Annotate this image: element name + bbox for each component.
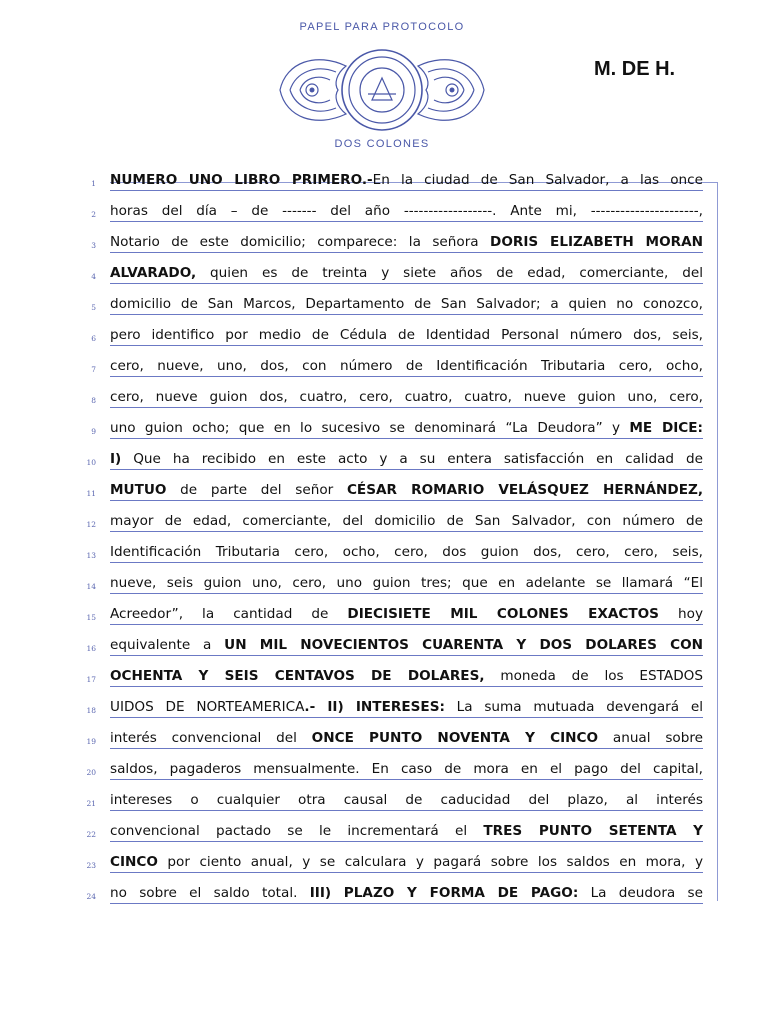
text-segment: La suma mutuada devengará el <box>444 699 703 715</box>
protocol-line <box>84 538 724 569</box>
line-number: 15 <box>86 613 96 622</box>
line-number: 12 <box>86 520 96 529</box>
line-number: 22 <box>86 830 96 839</box>
protocol-line <box>84 166 724 197</box>
text-segment: hoy <box>658 606 703 622</box>
protocol-line <box>84 414 724 445</box>
bold-text-segment: OCHENTA Y SEIS CENTAVOS DE DOLARES, <box>110 668 485 684</box>
text-segment: pero identifico por medio de Cédula de Identidad Personal número dos, seis, <box>110 327 703 343</box>
line-text <box>110 202 703 222</box>
line-number: 4 <box>91 272 96 281</box>
text-segment: Acreedor”, la cantidad de <box>110 606 348 622</box>
line-number: 24 <box>86 892 96 901</box>
line-number: 16 <box>86 644 96 653</box>
bold-text-segment: TRES PUNTO SETENTA Y <box>483 823 703 839</box>
text-segment: por ciento anual, y se calculara y pagará sobre los saldos en mora, y <box>157 854 703 870</box>
line-text <box>110 822 703 842</box>
line-number: 5 <box>91 303 96 312</box>
line-text <box>110 729 703 749</box>
text-segment: nueve, seis guion uno, cero, uno guion tres; que en adelante se llamará “El <box>110 575 703 591</box>
ministry-mark: M. DE H. <box>594 58 676 80</box>
text-segment: uno guion ocho; que en lo sucesivo se denominará “La Deudora” y <box>110 420 630 436</box>
line-text <box>110 605 703 625</box>
line-number: 3 <box>91 241 96 250</box>
bold-text-segment: ONCE PUNTO NOVENTA Y CINCO <box>311 730 599 746</box>
text-segment: horas del día – de ------- del año ------------------. Ante mi, ----------------------, <box>110 203 703 219</box>
bold-text-segment: CÉSAR ROMARIO VELÁSQUEZ HERNÁNDEZ, <box>346 482 703 498</box>
bold-text-segment: MUTUO <box>110 482 167 498</box>
line-number: 2 <box>91 210 96 219</box>
line-number: 20 <box>86 768 96 777</box>
text-segment: intereses o cualquier otra causal de caducidad del plazo, al interés <box>110 792 703 808</box>
protocol-line <box>84 445 724 476</box>
line-number: 7 <box>91 365 96 374</box>
text-segment: Que ha recibido en este acto y a su entera satisfacción en calidad de <box>121 451 703 467</box>
line-text <box>110 543 703 563</box>
line-number: 21 <box>86 799 96 808</box>
coat-of-arms-seal-icon <box>276 44 488 136</box>
protocol-line <box>84 569 724 600</box>
text-segment: saldos, pagaderos mensualmente. En caso de mora en el pago del capital, <box>110 761 703 777</box>
protocol-line <box>84 817 724 848</box>
bold-text-segment: ALVARADO, <box>110 265 197 281</box>
line-text <box>110 388 703 408</box>
protocol-line <box>84 879 724 910</box>
bold-text-segment: III) PLAZO Y FORMA DE PAGO: <box>309 885 579 901</box>
line-number: 19 <box>86 737 96 746</box>
line-text <box>110 357 703 377</box>
line-text <box>110 233 703 253</box>
text-segment: moneda de los ESTADOS <box>484 668 703 684</box>
line-number: 18 <box>86 706 96 715</box>
bold-text-segment: ME DICE: <box>629 420 703 436</box>
text-segment: Identificación Tributaria cero, ocho, cero, dos guion dos, cero, cero, seis, <box>110 544 703 560</box>
text-segment: equivalente a <box>110 637 225 653</box>
line-text <box>110 264 703 284</box>
protocol-line <box>84 786 724 817</box>
line-text <box>110 481 703 501</box>
protocol-text-body <box>84 166 724 910</box>
line-number: 13 <box>86 551 96 560</box>
protocol-line <box>84 848 724 879</box>
bold-text-segment: I) <box>110 451 122 467</box>
line-text <box>110 791 703 811</box>
line-text <box>110 450 703 470</box>
text-segment: cero, nueve, uno, dos, con número de Identificación Tributaria cero, ocho, <box>110 358 703 374</box>
line-text <box>110 419 703 439</box>
line-number: 23 <box>86 861 96 870</box>
text-segment: cero, nueve guion dos, cuatro, cero, cuatro, cuatro, nueve guion uno, cero, <box>110 389 703 405</box>
line-text <box>110 884 703 904</box>
text-segment: quien es de treinta y siete años de edad, comerciante, del <box>196 265 703 281</box>
line-number: 9 <box>91 427 96 436</box>
bold-text-segment: DIECISIETE MIL COLONES EXACTOS <box>347 606 659 622</box>
bold-text-segment: CINCO <box>110 854 158 870</box>
protocol-line <box>84 631 724 662</box>
text-segment: domicilio de San Marcos, Departamento de San Salvador; a quien no conozco, <box>110 296 703 312</box>
line-text <box>110 574 703 594</box>
protocol-line <box>84 352 724 383</box>
line-text <box>110 295 703 315</box>
protocol-line <box>84 693 724 724</box>
line-text <box>110 636 703 656</box>
bold-text-segment: .- II) INTERESES: <box>304 699 445 715</box>
line-text <box>110 171 703 191</box>
protocol-line <box>84 228 724 259</box>
bold-text-segment: DORIS ELIZABETH MORAN <box>490 234 703 250</box>
protocol-line <box>84 600 724 631</box>
text-segment: mayor de edad, comerciante, del domicilio de San Salvador, con número de <box>110 513 703 529</box>
letterhead-denomination: DOS COLONES <box>334 138 430 150</box>
protocol-line <box>84 755 724 786</box>
protocol-line <box>84 476 724 507</box>
text-segment: no sobre el saldo total. <box>110 885 310 901</box>
line-text <box>110 698 703 718</box>
line-number: 8 <box>91 396 96 405</box>
text-segment: de parte del señor <box>166 482 347 498</box>
line-text <box>110 326 703 346</box>
line-number: 6 <box>91 334 96 343</box>
letterhead-title: PAPEL PARA PROTOCOLO <box>299 21 465 33</box>
bold-text-segment: UN MIL NOVECIENTOS CUARENTA Y DOS DOLARES CON <box>224 637 704 653</box>
text-segment: Notario de este domicilio; comparece: la señora <box>110 234 491 250</box>
bold-text-segment: NUMERO UNO LIBRO PRIMERO.- <box>110 172 373 188</box>
protocol-line <box>84 259 724 290</box>
protocol-line <box>84 290 724 321</box>
text-segment: anual sobre <box>598 730 703 746</box>
line-number: 10 <box>86 458 96 467</box>
line-number: 17 <box>86 675 96 684</box>
protocol-line <box>84 724 724 755</box>
text-segment: convencional pactado se le incrementará el <box>110 823 484 839</box>
protocol-line <box>84 321 724 352</box>
line-text <box>110 667 703 687</box>
protocol-line <box>84 383 724 414</box>
text-segment: En la ciudad de San Salvador, a las once <box>372 172 703 188</box>
protocol-letterhead <box>250 18 514 158</box>
line-number: 14 <box>86 582 96 591</box>
text-segment: interés convencional del <box>110 730 312 746</box>
line-text <box>110 760 703 780</box>
line-number: 11 <box>86 489 96 498</box>
text-segment: La deudora se <box>578 885 703 901</box>
line-text <box>110 853 703 873</box>
text-segment: UIDOS DE NORTEAMERICA <box>110 699 305 715</box>
protocol-line <box>84 662 724 693</box>
line-number: 1 <box>91 179 96 188</box>
protocol-line <box>84 507 724 538</box>
protocol-line <box>84 197 724 228</box>
line-text <box>110 512 703 532</box>
